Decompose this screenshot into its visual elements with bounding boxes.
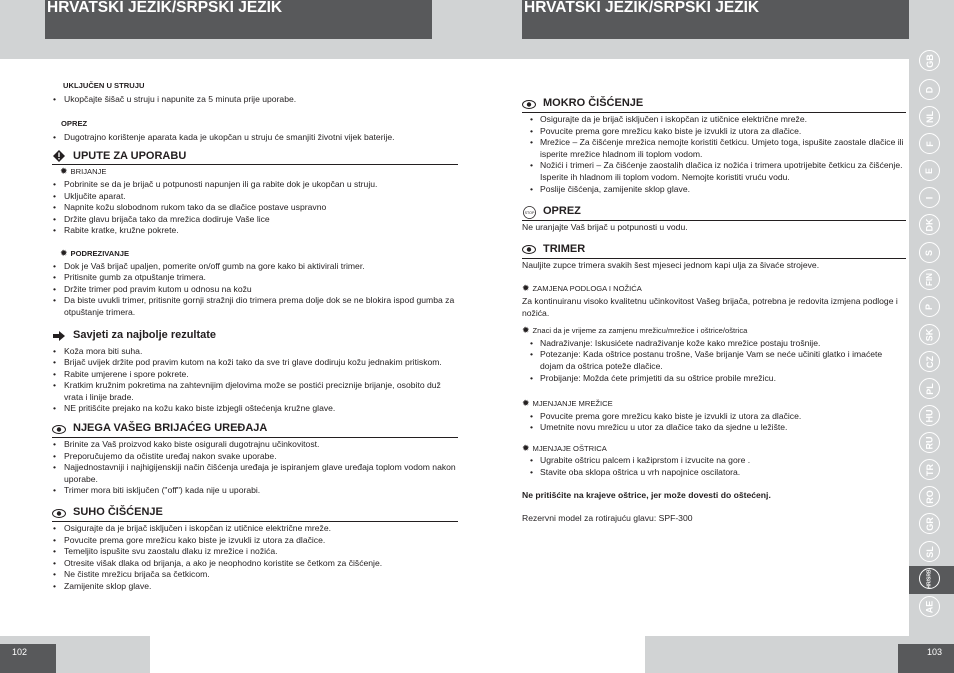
list-item: • Uključite aparat. xyxy=(52,191,458,203)
list-item: • Nadraživanje: Iskusićete nadraživanje kože kako mrežice postaju trošnije. xyxy=(522,338,906,350)
language-tab[interactable]: FIN xyxy=(914,267,942,295)
sun-icon: ✹ xyxy=(60,247,68,258)
list-item: • Mrežice – Za čišćenje mrežica nemojte koristiti četkicu. Umjeto toga, ispušite zaostale dlačice ili isperite mrežice hladnom ili toplom vodom. xyxy=(522,137,906,160)
bullet-list xyxy=(52,132,458,144)
left-column xyxy=(52,80,458,593)
paragraph: Za kontinuiranu visoko kvalitetnu učinkovitost Vašeg brijača, potrebna je redovita izmjena podloge i nožića. xyxy=(522,295,898,318)
language-tab[interactable]: TR xyxy=(914,457,942,485)
language-tab[interactable]: CZ xyxy=(914,349,942,377)
sun-icon: ✹ xyxy=(522,325,530,336)
page-title-left: HRVATSKI JEZIK/SRPSKI JEZIK xyxy=(45,0,432,39)
right-column xyxy=(522,96,906,525)
language-tab[interactable]: DK xyxy=(914,212,942,240)
section-header xyxy=(522,204,906,221)
language-tab[interactable]: P xyxy=(914,294,942,322)
section-header xyxy=(52,328,458,345)
bullet-list xyxy=(52,439,458,497)
list-item: • Temeljito ispušite svu zaostalu dlaku iz mrežice i nožića. xyxy=(52,546,458,558)
bullet-list xyxy=(522,455,906,478)
section-header xyxy=(52,148,458,165)
section-header xyxy=(52,421,458,438)
list-item: • Povucite prema gore mrežicu kako biste je izvukli iz utora za dlačice. xyxy=(522,411,906,423)
language-tab[interactable]: RU xyxy=(914,430,942,458)
page-number-left: 102 xyxy=(0,644,56,673)
list-item: • Dok je Vaš brijač upaljen, pomerite on/off gumb na gore kako bi aktivirali trimer. xyxy=(52,261,458,273)
list-item: • Stavite oba sklopa oštrica u vrh napojnice oscilatora. xyxy=(522,467,906,479)
bullet-list xyxy=(52,261,458,319)
arrow-right-icon xyxy=(52,330,66,342)
section-title: OPREZ xyxy=(543,205,581,218)
subsection-title: ✹ BRIJANJE xyxy=(60,166,107,177)
list-item: • Brijač uvijek držite pod pravim kutom na koži tako da sve tri glave dodiruju kožu jednakim pritiskom. xyxy=(52,357,458,369)
list-item: • Kratkim kružnim pokretima na zahtevnijim djelovima može se postići preciznije brijanje, osobito duž vrata i linije brade. xyxy=(52,380,458,403)
bullet-list xyxy=(522,338,906,384)
language-tab[interactable]: NL xyxy=(914,104,942,132)
bullet-list xyxy=(52,523,458,593)
list-item: • Poslije čišćenja, zamijenite sklop glave. xyxy=(522,184,906,196)
list-item: • Brinite za Vaš proizvod kako biste osigurali dugotrajnu učinkovitost. xyxy=(52,439,458,451)
sun-icon: ✹ xyxy=(522,283,530,294)
language-tab[interactable]: SL xyxy=(914,539,942,567)
subsection-title: ✹ MJENJANJE MREŽICE xyxy=(522,398,613,409)
eye-icon xyxy=(522,98,536,110)
list-item: • Otresite višak dlaka od brijanja, a ako je neophodno koristite se četkom za čišćenje. xyxy=(52,558,458,570)
subsection-title: ✹ Znaci da je vrijeme za zamjenu mrežicu/mrežice i oštrice/oštrica xyxy=(522,325,748,336)
language-tab[interactable]: D xyxy=(914,77,942,105)
bullet-list xyxy=(52,346,458,416)
paragraph: Ne uranjajte Vaš brijač u potpunosti u vodu. xyxy=(522,222,688,233)
page-number-right: 103 xyxy=(898,644,954,673)
section-header xyxy=(522,242,906,259)
list-item: • Dugotrajno korištenje aparata kada je ukopčan u struju će smanjiti životni vijek baterije. xyxy=(52,132,458,144)
language-tab[interactable]: RO xyxy=(914,484,942,512)
list-item: • Ne čistite mrežicu brijača sa četkicom. xyxy=(52,569,458,581)
svg-text:STOP: STOP xyxy=(524,210,534,215)
paragraph: Nauljite zupce trimera svakih šest mjeseci jednom kapi ulja za šivaće strojeve. xyxy=(522,259,820,270)
list-item: • Osigurajte da je brijač isključen i iskopčan iz utičnice električne mreže. xyxy=(522,114,906,126)
bullet-list xyxy=(522,114,906,195)
sun-icon: ✹ xyxy=(522,442,530,453)
bullet-list xyxy=(52,94,458,106)
eye-icon xyxy=(522,244,536,256)
section-title: NJEGA VAŠEG BRIJAĆEG UREĐAJA xyxy=(73,422,268,435)
list-item: • Preporučujemo da očistite uređaj nakon svake uporabe. xyxy=(52,451,458,463)
language-tab[interactable]: AE xyxy=(914,594,942,622)
subsection-title: ✹ PODREZIVANJE xyxy=(60,247,130,258)
spare-part-text: Rezervni model za rotirajuću glavu: SPF-300 xyxy=(522,513,693,524)
list-item: • Pobrinite se da je brijač u potpunosti napunjen ili ga rabite dok je ukopčan u struju. xyxy=(52,179,458,191)
list-item: • Nožići i trimeri – Za čišćenje zaostalih dlačica iz nožića i trimera upotrijebite četkicu za čišćenje. Isperite ih hladnom ili toplom vodom. Nemojte koristiti vruću vodu. xyxy=(522,160,906,183)
list-item: • Umetnite novu mrežicu u utor za dlačice tako da sjedne u ležište. xyxy=(522,422,906,434)
list-item: • NE pritišćite prejako na kožu kako biste izbjegli oštećenja kružne glave. xyxy=(52,403,458,415)
section-title: UPUTE ZA UPORABU xyxy=(73,149,187,162)
language-tab[interactable]: PL xyxy=(914,376,942,404)
list-item: • Napnite kožu slobodnom rukom tako da se dlačice postave uspravno xyxy=(52,202,458,214)
list-item: • Najjednostavniji i najhigijenskiji način čišćenja uređaja je ispiranjem glave uređaja toplom vodom nakon uporabe. xyxy=(52,462,458,485)
language-tabs xyxy=(909,0,954,636)
eye-icon xyxy=(52,423,66,435)
exclamation-icon xyxy=(52,150,66,162)
section-title: MOKRO ČIŠĆENJE xyxy=(543,97,644,110)
list-item: • Trimer mora biti isključen ("off") kada nije u uporabi. xyxy=(52,485,458,497)
list-item: • Zamijenite sklop glave. xyxy=(52,581,458,593)
list-item: • Potezanje: Kada oštrice postanu trošne, Vaše brijanje Vam se neće učiniti glatko i imaćete dojam da oštrica poteže dlačice. xyxy=(522,349,906,372)
list-item: • Osigurajte da je brijač isključen i iskopčan iz utičnice električne mreže. xyxy=(52,523,458,535)
language-tab-active[interactable]: HR/SRB xyxy=(909,566,954,594)
eye-icon xyxy=(52,507,66,519)
list-item: • Ugrabite oštricu palcem i kažiprstom i izvucite na gore . xyxy=(522,455,906,467)
language-tab[interactable]: I xyxy=(914,185,942,213)
page-title-right: HRVATSKI JEZIK/SRPSKI JEZIK xyxy=(522,0,909,39)
stop-icon xyxy=(522,206,536,218)
list-item: • Koža mora biti suha. xyxy=(52,346,458,358)
subsection-title: ✹ MJENJAJE OŠTRICA xyxy=(522,442,607,453)
bullet-list xyxy=(52,179,458,237)
list-item: • Ukopčajte šišač u struju i napunite za 5 minuta prije uporabe. xyxy=(52,94,458,106)
language-tab[interactable]: GB xyxy=(914,48,942,76)
subsection-title: ✹ ZAMJENA PODLOGA I NOŽIĆA xyxy=(522,283,642,294)
language-tab[interactable]: HU xyxy=(914,403,942,431)
list-item: • Povucite prema gore mrežicu kako biste je izvukli iz utora za dlačice. xyxy=(52,535,458,547)
section-title: Savjeti za najbolje rezultate xyxy=(73,329,217,342)
section-header xyxy=(52,505,458,522)
language-tab[interactable]: GR xyxy=(914,511,942,539)
warning-text: Ne pritišćite na krajeve oštrice, jer može dovesti do oštećenj. xyxy=(522,489,771,500)
subsection-title: UKLJUČEN U STRUJU xyxy=(63,81,145,90)
sun-icon: ✹ xyxy=(522,398,530,409)
section-title: SUHO ČIŠĆENJE xyxy=(73,506,163,519)
list-item: • Držite glavu brijača tako da mrežica dodiruje Vaše lice xyxy=(52,214,458,226)
language-tab[interactable]: SK xyxy=(914,322,942,350)
language-tab[interactable]: E xyxy=(914,158,942,186)
section-title: TRIMER xyxy=(543,242,586,255)
subsection-title: OPREZ xyxy=(61,119,88,129)
language-tab[interactable]: F xyxy=(914,131,942,159)
list-item: • Pritisnite gumb za otpuštanje trimera. xyxy=(52,272,458,284)
list-item: • Držite trimer pod pravim kutom u odnosu na kožu xyxy=(52,284,458,296)
list-item: • Probijanje: Možda ćete primjetiti da su oštrice probile mrežicu. xyxy=(522,373,906,385)
list-item: • Povucite prema gore mrežicu kako biste je izvukli iz utora za dlačice. xyxy=(522,126,906,138)
language-tab[interactable]: S xyxy=(914,240,942,268)
bullet-list xyxy=(522,411,906,434)
section-header xyxy=(522,96,906,113)
list-item: • Rabite kratke, kružne pokrete. xyxy=(52,225,458,237)
list-item: • Da biste uvukli trimer, pritisnite gornji stražnji dio trimera prema dolje dok se ne blokira ispod gumba za otpuštanje trimera. xyxy=(52,295,458,318)
list-item: • Rabite umjerene i spore pokrete. xyxy=(52,369,458,381)
sun-icon: ✹ xyxy=(60,166,68,177)
